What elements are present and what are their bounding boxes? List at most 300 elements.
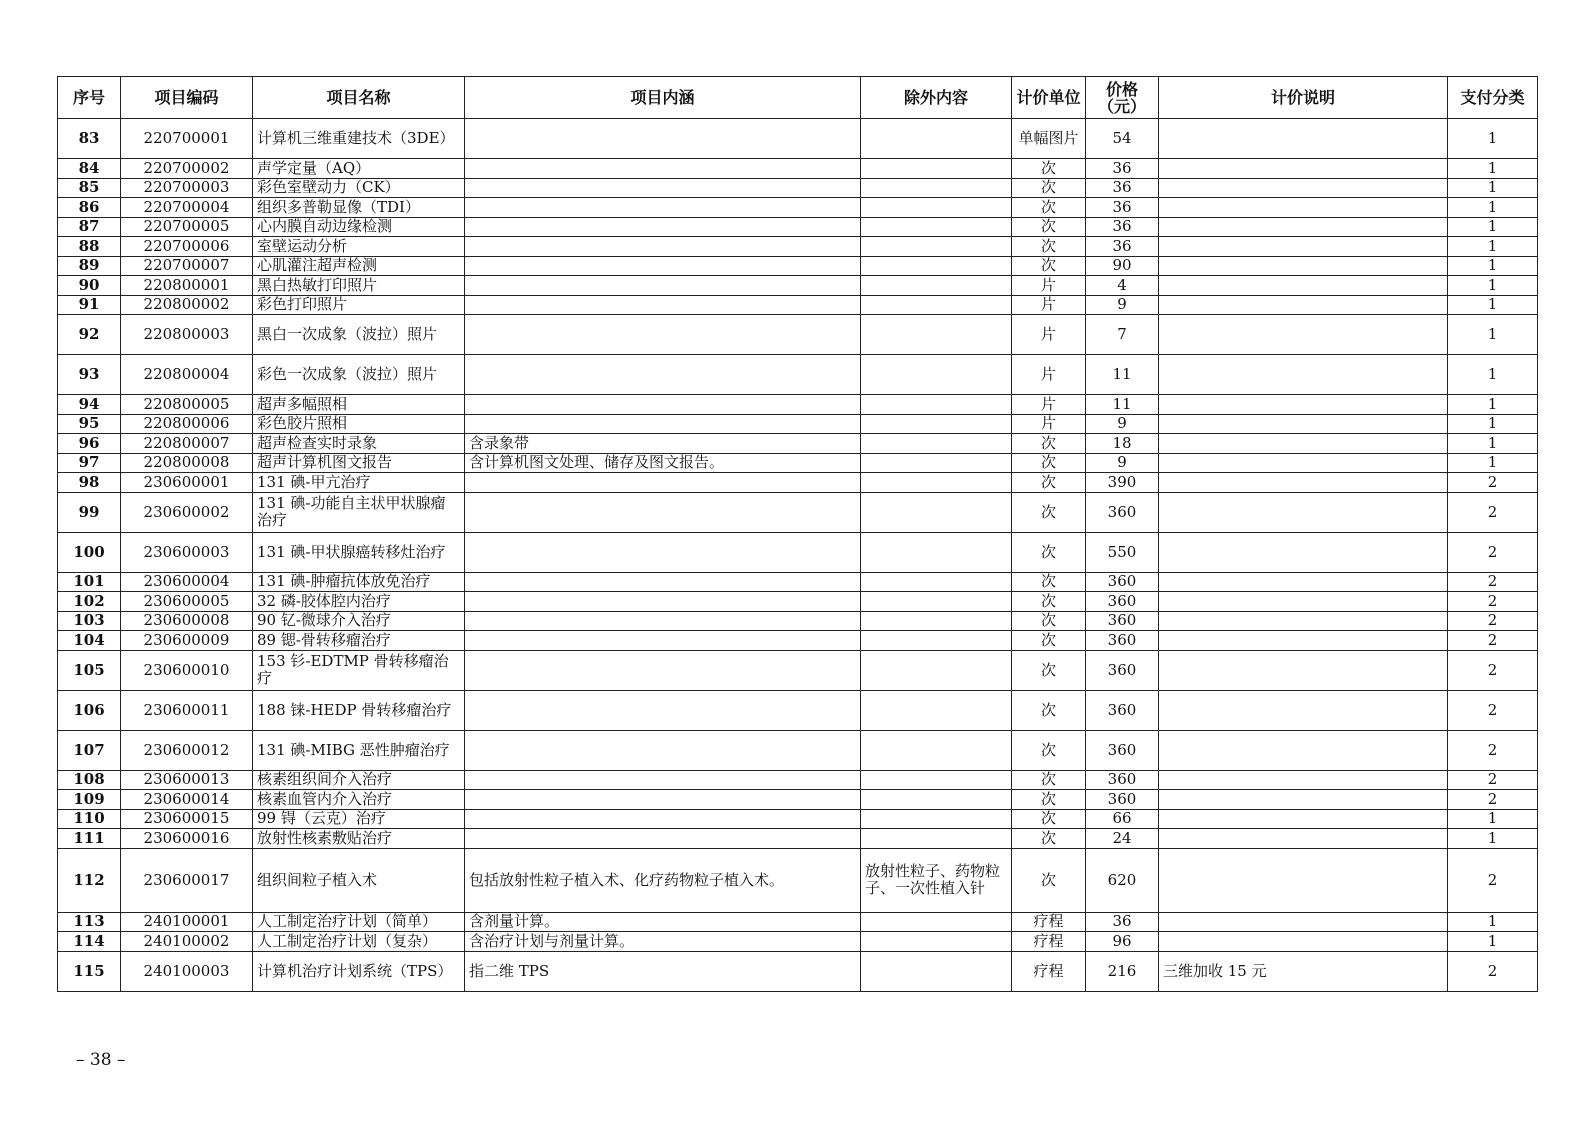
- cell-note: [1159, 198, 1448, 218]
- cell-seq: 100: [58, 532, 121, 572]
- cell-code: 240100003: [121, 951, 253, 991]
- cell-pay: 1: [1448, 198, 1538, 218]
- header-code: 项目编码: [121, 77, 253, 119]
- cell-price: 9: [1086, 453, 1159, 473]
- cell-code: 220800007: [121, 434, 253, 454]
- cell-exclude: [861, 572, 1012, 592]
- table-row: [58, 395, 1538, 415]
- cell-exclude: [861, 237, 1012, 257]
- table-row: [58, 790, 1538, 810]
- cell-name: 心内膜自动边缘检测: [253, 217, 465, 237]
- cell-price: 36: [1086, 178, 1159, 198]
- cell-code: 230600003: [121, 532, 253, 572]
- cell-code: 220700001: [121, 119, 253, 159]
- cell-seq: 101: [58, 572, 121, 592]
- cell-unit: 次: [1012, 256, 1086, 276]
- cell-note: [1159, 829, 1448, 849]
- cell-seq: 107: [58, 730, 121, 770]
- header-name: 项目名称: [253, 77, 465, 119]
- cell-unit: 片: [1012, 355, 1086, 395]
- cell-name: 188 铼-HEDP 骨转移瘤治疗: [253, 690, 465, 730]
- cell-pay: 1: [1448, 178, 1538, 198]
- cell-name: 放射性核素敷贴治疗: [253, 829, 465, 849]
- cell-exclude: [861, 315, 1012, 355]
- cell-name: 人工制定治疗计划（复杂）: [253, 932, 465, 952]
- cell-name: 彩色胶片照相: [253, 414, 465, 434]
- table-row: [58, 848, 1538, 912]
- cell-pay: 2: [1448, 650, 1538, 690]
- cell-note: [1159, 730, 1448, 770]
- cell-name: 131 碘-MIBG 恶性肿瘤治疗: [253, 730, 465, 770]
- cell-unit: 次: [1012, 730, 1086, 770]
- table-row: [58, 217, 1538, 237]
- cell-pay: 1: [1448, 453, 1538, 473]
- cell-pay: 1: [1448, 809, 1538, 829]
- cell-name: 计算机三维重建技术（3DE）: [253, 119, 465, 159]
- cell-note: [1159, 572, 1448, 592]
- cell-unit: 片: [1012, 315, 1086, 355]
- cell-content: 含治疗计划与剂量计算。: [465, 932, 861, 952]
- cell-seq: 88: [58, 237, 121, 257]
- cell-content: [465, 829, 861, 849]
- cell-note: [1159, 453, 1448, 473]
- header-price: 价格（元）: [1086, 77, 1159, 119]
- cell-exclude: [861, 178, 1012, 198]
- cell-price: 24: [1086, 829, 1159, 849]
- cell-note: [1159, 256, 1448, 276]
- cell-seq: 89: [58, 256, 121, 276]
- cell-unit: 次: [1012, 790, 1086, 810]
- cell-seq: 104: [58, 631, 121, 651]
- cell-note: [1159, 611, 1448, 631]
- cell-exclude: [861, 414, 1012, 434]
- cell-content: [465, 790, 861, 810]
- cell-unit: 次: [1012, 473, 1086, 493]
- cell-code: 230600011: [121, 690, 253, 730]
- cell-unit: 次: [1012, 532, 1086, 572]
- cell-price: 360: [1086, 631, 1159, 651]
- cell-pay: 1: [1448, 295, 1538, 315]
- cell-unit: 疗程: [1012, 912, 1086, 932]
- cell-price: 11: [1086, 395, 1159, 415]
- cell-code: 230600013: [121, 770, 253, 790]
- cell-note: 三维加收 15 元: [1159, 951, 1448, 991]
- table-row: [58, 690, 1538, 730]
- cell-unit: 片: [1012, 276, 1086, 296]
- cell-note: [1159, 434, 1448, 454]
- cell-name: 超声多幅照相: [253, 395, 465, 415]
- table-row: [58, 237, 1538, 257]
- cell-exclude: [861, 256, 1012, 276]
- cell-code: 240100002: [121, 932, 253, 952]
- header-row: [58, 77, 1538, 119]
- cell-unit: 次: [1012, 611, 1086, 631]
- cell-note: [1159, 295, 1448, 315]
- cell-exclude: [861, 532, 1012, 572]
- table-body: [58, 119, 1538, 992]
- cell-seq: 112: [58, 848, 121, 912]
- cell-unit: 次: [1012, 159, 1086, 179]
- cell-code: 220800003: [121, 315, 253, 355]
- cell-code: 230600001: [121, 473, 253, 493]
- cell-pay: 2: [1448, 770, 1538, 790]
- cell-name: 131 碘-功能自主状甲状腺瘤治疗: [253, 492, 465, 532]
- cell-content: [465, 395, 861, 415]
- cell-price: 360: [1086, 790, 1159, 810]
- cell-code: 220700006: [121, 237, 253, 257]
- cell-seq: 83: [58, 119, 121, 159]
- cell-price: 90: [1086, 256, 1159, 276]
- cell-pay: 2: [1448, 532, 1538, 572]
- table-row: [58, 355, 1538, 395]
- cell-price: 96: [1086, 932, 1159, 952]
- cell-code: 230600014: [121, 790, 253, 810]
- cell-name: 153 钐-EDTMP 骨转移瘤治疗: [253, 650, 465, 690]
- cell-exclude: [861, 592, 1012, 612]
- cell-note: [1159, 315, 1448, 355]
- cell-unit: 次: [1012, 453, 1086, 473]
- cell-note: [1159, 159, 1448, 179]
- header-pay: 支付分类: [1448, 77, 1538, 119]
- cell-code: 230600004: [121, 572, 253, 592]
- cell-price: 11: [1086, 355, 1159, 395]
- cell-exclude: [861, 217, 1012, 237]
- cell-pay: 1: [1448, 829, 1538, 849]
- cell-code: 230600015: [121, 809, 253, 829]
- cell-exclude: [861, 790, 1012, 810]
- cell-code: 220700007: [121, 256, 253, 276]
- cell-price: 4: [1086, 276, 1159, 296]
- cell-seq: 103: [58, 611, 121, 631]
- cell-seq: 97: [58, 453, 121, 473]
- cell-content: [465, 237, 861, 257]
- cell-name: 室壁运动分析: [253, 237, 465, 257]
- cell-name: 131 碘-肿瘤抗体放免治疗: [253, 572, 465, 592]
- cell-content: [465, 198, 861, 218]
- cell-seq: 115: [58, 951, 121, 991]
- cell-unit: 次: [1012, 690, 1086, 730]
- cell-code: 220800008: [121, 453, 253, 473]
- table-row: [58, 650, 1538, 690]
- cell-content: [465, 809, 861, 829]
- cell-price: 18: [1086, 434, 1159, 454]
- cell-seq: 106: [58, 690, 121, 730]
- cell-note: [1159, 809, 1448, 829]
- cell-content: 含计算机图文处理、储存及图文报告。: [465, 453, 861, 473]
- cell-exclude: [861, 473, 1012, 493]
- cell-seq: 105: [58, 650, 121, 690]
- cell-price: 36: [1086, 198, 1159, 218]
- cell-exclude: [861, 829, 1012, 849]
- cell-seq: 113: [58, 912, 121, 932]
- cell-name: 核素组织间介入治疗: [253, 770, 465, 790]
- cell-exclude: [861, 159, 1012, 179]
- cell-pay: 2: [1448, 572, 1538, 592]
- cell-note: [1159, 631, 1448, 651]
- cell-note: [1159, 237, 1448, 257]
- cell-note: [1159, 912, 1448, 932]
- cell-price: 390: [1086, 473, 1159, 493]
- cell-name: 声学定量（AQ）: [253, 159, 465, 179]
- cell-content: [465, 473, 861, 493]
- cell-name: 超声计算机图文报告: [253, 453, 465, 473]
- cell-exclude: [861, 355, 1012, 395]
- table-row: [58, 453, 1538, 473]
- table-row: [58, 198, 1538, 218]
- cell-pay: 2: [1448, 492, 1538, 532]
- cell-code: 220800004: [121, 355, 253, 395]
- table-row: [58, 611, 1538, 631]
- cell-seq: 93: [58, 355, 121, 395]
- cell-note: [1159, 276, 1448, 296]
- cell-pay: 1: [1448, 119, 1538, 159]
- cell-exclude: [861, 650, 1012, 690]
- cell-exclude: [861, 951, 1012, 991]
- cell-exclude: [861, 453, 1012, 473]
- cell-price: 36: [1086, 217, 1159, 237]
- header-exclude: 除外内容: [861, 77, 1012, 119]
- cell-code: 240100001: [121, 912, 253, 932]
- cell-content: [465, 532, 861, 572]
- cell-content: [465, 295, 861, 315]
- cell-name: 心肌灌注超声检测: [253, 256, 465, 276]
- cell-code: 220700004: [121, 198, 253, 218]
- cell-pay: 2: [1448, 730, 1538, 770]
- cell-content: [465, 315, 861, 355]
- cell-price: 360: [1086, 572, 1159, 592]
- cell-note: [1159, 592, 1448, 612]
- cell-note: [1159, 473, 1448, 493]
- header-content: 项目内涵: [465, 77, 861, 119]
- cell-price: 216: [1086, 951, 1159, 991]
- cell-note: [1159, 790, 1448, 810]
- cell-unit: 片: [1012, 295, 1086, 315]
- cell-content: [465, 159, 861, 179]
- cell-content: 包括放射性粒子植入术、化疗药物粒子植入术。: [465, 848, 861, 912]
- cell-unit: 疗程: [1012, 932, 1086, 952]
- cell-unit: 次: [1012, 217, 1086, 237]
- cell-exclude: [861, 690, 1012, 730]
- cell-price: 9: [1086, 295, 1159, 315]
- table-row: [58, 951, 1538, 991]
- cell-content: [465, 276, 861, 296]
- cell-exclude: [861, 932, 1012, 952]
- cell-exclude: [861, 295, 1012, 315]
- table-row: [58, 276, 1538, 296]
- cell-content: [465, 178, 861, 198]
- cell-name: 彩色打印照片: [253, 295, 465, 315]
- table-row: [58, 592, 1538, 612]
- cell-name: 89 锶-骨转移瘤治疗: [253, 631, 465, 651]
- cell-price: 36: [1086, 237, 1159, 257]
- cell-name: 彩色一次成象（波拉）照片: [253, 355, 465, 395]
- cell-code: 230600012: [121, 730, 253, 770]
- cell-code: 230600016: [121, 829, 253, 849]
- cell-content: [465, 492, 861, 532]
- cell-code: 230600017: [121, 848, 253, 912]
- cell-unit: 次: [1012, 198, 1086, 218]
- cell-unit: 次: [1012, 492, 1086, 532]
- cell-name: 90 钇-微球介入治疗: [253, 611, 465, 631]
- cell-pay: 1: [1448, 912, 1538, 932]
- cell-pay: 1: [1448, 159, 1538, 179]
- table-row: [58, 730, 1538, 770]
- cell-unit: 次: [1012, 650, 1086, 690]
- cell-note: [1159, 395, 1448, 415]
- cell-price: 360: [1086, 492, 1159, 532]
- cell-exclude: [861, 119, 1012, 159]
- cell-pay: 1: [1448, 276, 1538, 296]
- cell-note: [1159, 178, 1448, 198]
- cell-note: [1159, 492, 1448, 532]
- cell-code: 220800006: [121, 414, 253, 434]
- cell-pay: 1: [1448, 217, 1538, 237]
- cell-note: [1159, 532, 1448, 572]
- table-row: [58, 295, 1538, 315]
- cell-unit: 次: [1012, 848, 1086, 912]
- header-note: 计价说明: [1159, 77, 1448, 119]
- table-row: [58, 473, 1538, 493]
- cell-pay: 2: [1448, 473, 1538, 493]
- cell-name: 计算机治疗计划系统（TPS）: [253, 951, 465, 991]
- cell-note: [1159, 650, 1448, 690]
- table-row: [58, 770, 1538, 790]
- cell-seq: 84: [58, 159, 121, 179]
- cell-name: 131 碘-甲亢治疗: [253, 473, 465, 493]
- cell-unit: 次: [1012, 592, 1086, 612]
- cell-unit: 片: [1012, 395, 1086, 415]
- table-row: [58, 159, 1538, 179]
- cell-price: 360: [1086, 592, 1159, 612]
- cell-content: [465, 730, 861, 770]
- cell-seq: 114: [58, 932, 121, 952]
- cell-pay: 2: [1448, 951, 1538, 991]
- cell-name: 组织间粒子植入术: [253, 848, 465, 912]
- cell-price: 360: [1086, 730, 1159, 770]
- cell-content: [465, 217, 861, 237]
- table-row: [58, 809, 1538, 829]
- cell-price: 360: [1086, 690, 1159, 730]
- cell-exclude: [861, 730, 1012, 770]
- cell-name: 黑白热敏打印照片: [253, 276, 465, 296]
- cell-exclude: [861, 198, 1012, 218]
- cell-unit: 次: [1012, 631, 1086, 651]
- cell-exclude: [861, 809, 1012, 829]
- cell-exclude: [861, 492, 1012, 532]
- cell-unit: 次: [1012, 770, 1086, 790]
- cell-name: 99 锝（云克）治疗: [253, 809, 465, 829]
- cell-price: 36: [1086, 159, 1159, 179]
- cell-pay: 1: [1448, 237, 1538, 257]
- cell-content: [465, 631, 861, 651]
- cell-content: [465, 592, 861, 612]
- cell-note: [1159, 119, 1448, 159]
- cell-code: 230600005: [121, 592, 253, 612]
- table-row: [58, 532, 1538, 572]
- cell-seq: 110: [58, 809, 121, 829]
- cell-unit: 次: [1012, 809, 1086, 829]
- table-row: [58, 829, 1538, 849]
- cell-unit: 疗程: [1012, 951, 1086, 991]
- table-row: [58, 631, 1538, 651]
- cell-unit: 次: [1012, 572, 1086, 592]
- cell-note: [1159, 217, 1448, 237]
- cell-code: 220700005: [121, 217, 253, 237]
- table-row: [58, 932, 1538, 952]
- cell-code: 220700002: [121, 159, 253, 179]
- cell-pay: 1: [1448, 414, 1538, 434]
- cell-name: 131 碘-甲状腺癌转移灶治疗: [253, 532, 465, 572]
- cell-note: [1159, 414, 1448, 434]
- cell-price: 360: [1086, 611, 1159, 631]
- cell-pay: 1: [1448, 315, 1538, 355]
- cell-seq: 98: [58, 473, 121, 493]
- cell-unit: 次: [1012, 829, 1086, 849]
- cell-content: 含剂量计算。: [465, 912, 861, 932]
- cell-code: 220700003: [121, 178, 253, 198]
- cell-code: 230600010: [121, 650, 253, 690]
- cell-seq: 87: [58, 217, 121, 237]
- cell-pay: 2: [1448, 848, 1538, 912]
- cell-unit: 片: [1012, 414, 1086, 434]
- cell-pay: 2: [1448, 611, 1538, 631]
- cell-content: [465, 355, 861, 395]
- cell-code: 230600008: [121, 611, 253, 631]
- cell-pay: 1: [1448, 256, 1538, 276]
- cell-code: 220800002: [121, 295, 253, 315]
- cell-price: 36: [1086, 912, 1159, 932]
- cell-pay: 1: [1448, 932, 1538, 952]
- cell-pay: 1: [1448, 355, 1538, 395]
- cell-exclude: [861, 631, 1012, 651]
- table-row: [58, 912, 1538, 932]
- cell-exclude: [861, 770, 1012, 790]
- cell-content: [465, 572, 861, 592]
- cell-content: [465, 650, 861, 690]
- cell-code: 230600009: [121, 631, 253, 651]
- cell-seq: 95: [58, 414, 121, 434]
- table-row: [58, 119, 1538, 159]
- cell-content: [465, 690, 861, 730]
- table-row: [58, 572, 1538, 592]
- cell-pay: 2: [1448, 790, 1538, 810]
- cell-name: 32 磷-胶体腔内治疗: [253, 592, 465, 612]
- cell-content: [465, 256, 861, 276]
- cell-content: 含录象带: [465, 434, 861, 454]
- cell-pay: 1: [1448, 434, 1538, 454]
- cell-seq: 109: [58, 790, 121, 810]
- cell-code: 230600002: [121, 492, 253, 532]
- cell-note: [1159, 355, 1448, 395]
- cell-note: [1159, 770, 1448, 790]
- cell-code: 220800001: [121, 276, 253, 296]
- cell-content: [465, 611, 861, 631]
- table-row: [58, 414, 1538, 434]
- cell-name: 人工制定治疗计划（简单）: [253, 912, 465, 932]
- cell-content: [465, 119, 861, 159]
- table-row: [58, 256, 1538, 276]
- cell-name: 核素血管内介入治疗: [253, 790, 465, 810]
- cell-price: 360: [1086, 650, 1159, 690]
- cell-name: 黑白一次成象（波拉）照片: [253, 315, 465, 355]
- table-row: [58, 315, 1538, 355]
- cell-pay: 2: [1448, 631, 1538, 651]
- cell-seq: 90: [58, 276, 121, 296]
- cell-unit: 单幅图片: [1012, 119, 1086, 159]
- header-seq: 序号: [58, 77, 121, 119]
- cell-pay: 1: [1448, 395, 1538, 415]
- table-row: [58, 492, 1538, 532]
